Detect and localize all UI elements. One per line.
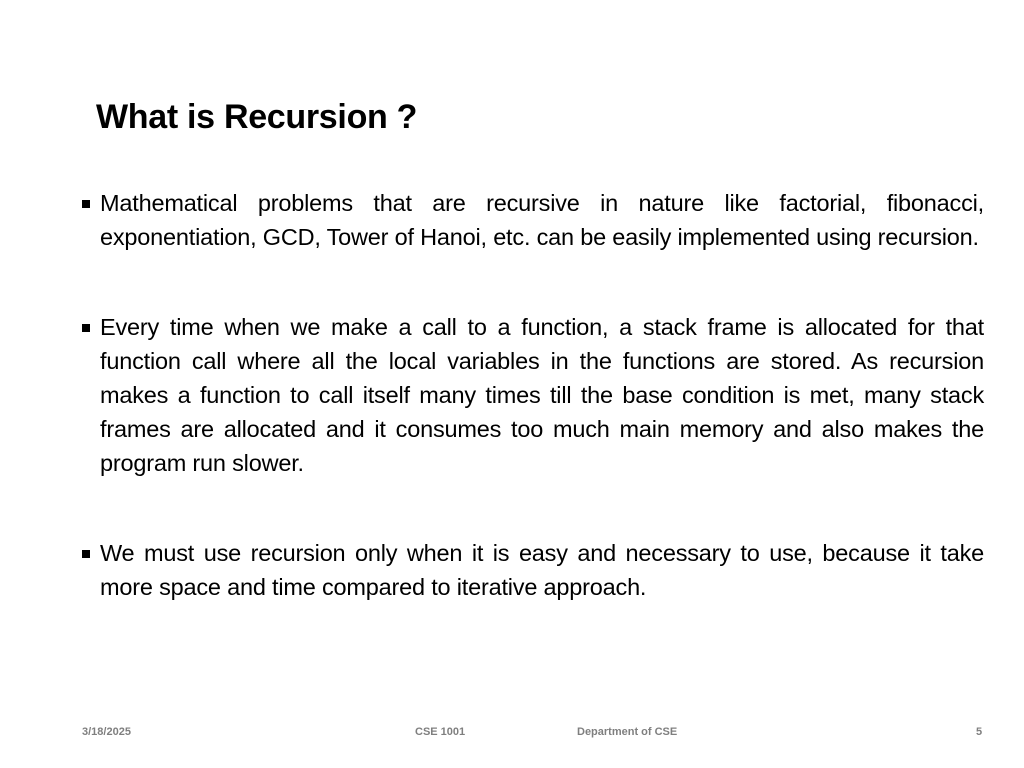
square-bullet-icon bbox=[82, 550, 90, 558]
bullet-item bbox=[82, 310, 984, 480]
footer-page-number: 5 bbox=[976, 726, 983, 738]
bullet-text: Mathematical problems that are recursive in nature like factorial, fibonacci, exponentiation, GCD, Tower of Hanoi, etc. can be easily implemented using recursion. bbox=[100, 190, 984, 250]
footer-department: Department of CSE bbox=[577, 726, 678, 738]
bullet-list bbox=[82, 186, 984, 604]
footer-course: CSE 1001 bbox=[415, 726, 466, 738]
bullet-text: We must use recursion only when it is easy and necessary to use, because it take more space and time compared to iterative approach. bbox=[100, 540, 984, 600]
square-bullet-icon bbox=[82, 200, 90, 208]
slide-title: What is Recursion ? bbox=[96, 98, 418, 136]
bullet-text: Every time when we make a call to a function, a stack frame is allocated for that function call where all the local variables in the functions are stored. As recursion makes a function to call itself many times till the base condition is met, many stack frames are allocated and it consumes too much main memory and also makes the program run slower. bbox=[100, 314, 984, 476]
square-bullet-icon bbox=[82, 324, 90, 332]
bullet-item bbox=[82, 536, 984, 604]
footer-date: 3/18/2025 bbox=[82, 726, 131, 738]
bullet-item bbox=[82, 186, 984, 254]
